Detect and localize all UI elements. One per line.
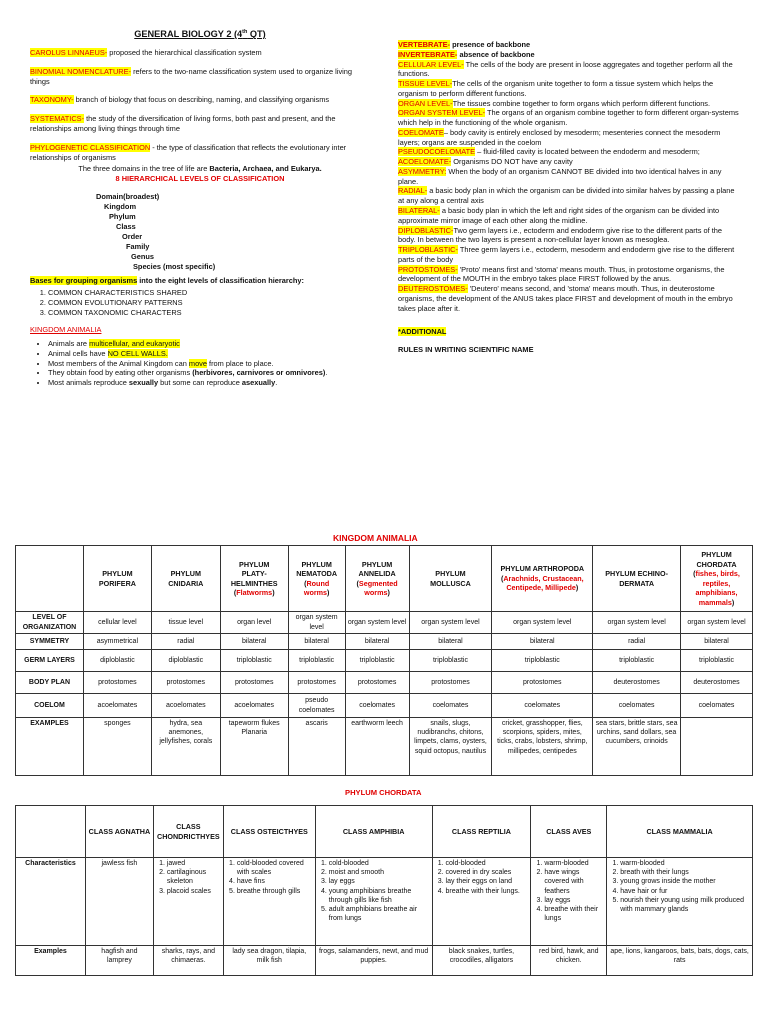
examples-row	[16, 946, 753, 976]
table-cell: 1. cold-blooded 2. covered in dry scales 3. lay their eggs on land 4. breathe with their lungs.	[432, 858, 531, 946]
rules-label: RULES IN WRITING SCIENTIFIC NAME	[398, 345, 534, 355]
table-cell: organ system level	[288, 612, 345, 634]
table-cell: 1. warm-blooded 2. have wings covered with feathers 3. lay eggs 4. breathe with their lungs	[531, 858, 607, 946]
header-porifera: PHYLUM PORIFERA	[83, 546, 151, 612]
row-label: BODY PLAN	[16, 672, 84, 694]
term-organ-system-level: ORGAN SYSTEM LEVEL- The organs of an organism combine together to form different organ-systems which help in the functioning of the whole organism.	[398, 108, 739, 128]
table-cell: protostomes	[345, 672, 409, 694]
table-cell: triploblastic	[492, 650, 593, 672]
table-cell: deuterostomes	[681, 672, 753, 694]
header-mammalia: CLASS MAMMALIA	[607, 806, 753, 858]
table-cell: triploblastic	[593, 650, 681, 672]
header-agnatha: CLASS AGNATHA	[85, 806, 153, 858]
characteristics-row	[16, 858, 753, 946]
table-cell: bilateral	[681, 634, 753, 650]
header-echinodermata: PHYLUM ECHINO- DERMATA	[593, 546, 681, 612]
table-row	[16, 718, 753, 776]
table-cell: protostomes	[151, 672, 220, 694]
table-cell: coelomates	[409, 694, 492, 718]
term-tissue-level: TISSUE LEVEL-The cells of the organism unite together to form a tissue system which helps the organism to perform different functions.	[398, 79, 714, 98]
table-cell: bilateral	[345, 634, 409, 650]
table-cell: asymmetrical	[83, 634, 151, 650]
row-label: Characteristics	[16, 858, 86, 946]
header-aves: CLASS AVES	[531, 806, 607, 858]
table-cell: organ system level	[593, 612, 681, 634]
term-bilateral: BILATERAL- a basic body plan in which the left and right sides of the organism can be divided into approximate mirror image of each other along the midline.	[398, 206, 720, 225]
term-taxonomy: TAXONOMY- branch of biology that focus on describing, naming, and classifying organisms	[30, 95, 330, 105]
table-cell: organ system level	[345, 612, 409, 634]
header-chordata: PHYLUM CHORDATA (fishes, birds, reptiles, amphibians, mammals)	[681, 546, 753, 612]
table-cell: protostomes	[83, 672, 151, 694]
table-cell: tissue level	[151, 612, 220, 634]
term-acoelomate: ACOELOMATE- Organisms DO NOT have any cavity	[398, 157, 573, 167]
row-label: Examples	[16, 946, 86, 976]
term-pseudocoelomate: PSEUDOCOELOMATE – fluid-filled cavity is located between the endoderm and mesoderm;	[398, 147, 700, 157]
header-reptilia: CLASS REPTILIA	[432, 806, 531, 858]
table-cell: bilateral	[492, 634, 593, 650]
table-cell: 1. cold-blooded 2. moist and smooth 3. lay eggs 4. young amphibians breathe through gills like fish 5. adult amphibians breathe air from lungs	[315, 858, 432, 946]
table-cell: organ level	[220, 612, 288, 634]
additional-label: *ADDITIONAL	[398, 327, 447, 337]
table-cell: radial	[151, 634, 220, 650]
table-cell: protostomes	[409, 672, 492, 694]
table-cell: triploblastic	[220, 650, 288, 672]
header-annelida: PHYLUM ANNELIDA (Segmented worms)	[345, 546, 409, 612]
table-cell: tapeworm flukes Planaria	[220, 718, 288, 776]
header-arthropoda: PHYLUM ARTHROPODA (Arachnids, Crustacean, Centipede, Millipede)	[492, 546, 593, 612]
page-title: GENERAL BIOLOGY 2 (4th QT)	[134, 28, 266, 39]
table-cell: bilateral	[220, 634, 288, 650]
table-cell: deuterostomes	[593, 672, 681, 694]
term-triploblastic: TRIPLOBLASTIC- Three germ layers i.e., ectoderm, mesoderm and endoderm give rise to the different parts of the body	[398, 245, 735, 264]
table-cell: triploblastic	[288, 650, 345, 672]
header-nematoda: PHYLUM NEMATODA (Round worms)	[288, 546, 345, 612]
chordata-table	[15, 805, 753, 976]
term-coelomate: COELOMATE– body cavity is entirely enclosed by mesoderm; mesenteries connect the mesoderm layers; organs are suspended in the coelom	[398, 127, 721, 147]
table-cell: triploblastic	[681, 650, 753, 672]
table-cell: coelomates	[681, 694, 753, 718]
table-cell: hydra, sea anemones, jellyfishes, corals	[151, 718, 220, 776]
table-cell: 1. jawed 2. cartilaginous skeleton 3. placoid scales	[153, 858, 223, 946]
animalia-table	[15, 545, 753, 776]
table-cell: coelomates	[345, 694, 409, 718]
term-deuterostomes: DEUTEROSTOMES- 'Deutero' means second, and 'stoma' means mouth. Thus, in deuterostome organisms, the development of the ANUS takes place FIRST and development of mouth in the embryo takes place after it.	[398, 284, 733, 313]
animalia-points: • Animals are multicellular, and eukaryotic • Animal cells have NO CELL WALLS. • Most members of the Animal Kingdom can move from place to place. • They obtain food by eating other organisms (herbivores, carnivores or omnivores). • Most animals reproduce sexually but some can reproduce asexually.	[30, 339, 370, 388]
table-cell: organ system level	[409, 612, 492, 634]
corner-cell	[16, 546, 84, 612]
table-row	[16, 694, 753, 718]
table-cell: acoelomates	[151, 694, 220, 718]
row-label: COELOM	[16, 694, 84, 718]
row-label: EXAMPLES	[16, 718, 84, 776]
table-cell: coelomates	[593, 694, 681, 718]
levels-list: Domain(broadest) Kingdom Phylum Class Order Family Genus Species (most specific)	[96, 191, 216, 272]
term-asymmetry: ASYMMETRY: When the body of an organism CANNOT BE divided into two identical halves in any plane.	[398, 166, 722, 186]
term-systematics: SYSTEMATICS- the study of the diversification of living forms, both past and present, and the relationships among living things through time	[30, 114, 336, 133]
table-cell: ascaris	[288, 718, 345, 776]
header-osteichthyes: CLASS OSTEICTHYES	[223, 806, 315, 858]
table-cell: ape, lions, kangaroos, bats, bats, dogs, cats, rats	[607, 946, 753, 976]
term-cellular-level: CELLULAR LEVEL- The cells of the body are present in loose aggregates and together perform all the functions.	[398, 59, 733, 79]
table-row	[16, 672, 753, 694]
header-platyhelminthes: PHYLUM PLATY- HELMINTHES (Flatworms)	[220, 546, 288, 612]
table-cell: lady sea dragon, tilapia, milk fish	[223, 946, 315, 976]
table-cell: protostomes	[220, 672, 288, 694]
right-column	[398, 40, 740, 355]
table-cell: red bird, hawk, and chicken.	[531, 946, 607, 976]
table-row	[16, 612, 753, 634]
table-cell: diploblastic	[83, 650, 151, 672]
animalia-table-title: KINGDOM ANIMALIA	[333, 533, 418, 543]
corner-cell	[16, 806, 86, 858]
term-invertebrate: INVERTEBRATE- absence of backbone	[398, 49, 535, 59]
left-column	[30, 28, 370, 396]
term-protostomes: PROTOSTOMES- 'Proto' means first and 'stoma' means mouth. Thus, in protostome organisms, the development of the MOUTH in the embryo takes place FIRST followed by the anus.	[398, 264, 725, 284]
table-cell: pseudo coelomates	[288, 694, 345, 718]
term-diploblastic: DIPLOBLASTIC-Two germ layers i.e., ectoderm and endoderm give rise to the different parts of the body. In between the two layers is present a non-cellular layer known as mesoglea.	[398, 225, 722, 245]
table-cell: diploblastic	[151, 650, 220, 672]
table-cell: frogs, salamanders, newt, and mud puppies.	[315, 946, 432, 976]
table-cell: coelomates	[492, 694, 593, 718]
row-label: SYMMETRY	[16, 634, 84, 650]
term-vertebrate: VERTEBRATE- presence of backbone	[398, 40, 531, 49]
table-cell: protostomes	[492, 672, 593, 694]
header-amphibia: CLASS AMPHIBIA	[315, 806, 432, 858]
term-carolus: CAROLUS LINNAEUS- proposed the hierarchical classification system	[30, 48, 262, 58]
table-cell: bilateral	[288, 634, 345, 650]
table-cell: organ system level	[681, 612, 753, 634]
row-label: LEVEL OF ORGANIZATION	[16, 612, 84, 634]
bases-heading: Bases for grouping organisms into the eight levels of classification hierarchy:	[30, 276, 304, 286]
table-cell: jawless fish	[85, 858, 153, 946]
table-cell: sponges	[83, 718, 151, 776]
term-radial: RADIAL- a basic body plan in which the organism can be divided into similar halves by passing a plane at any along a central axis	[398, 186, 735, 206]
animalia-header-row	[16, 546, 753, 612]
table-cell: triploblastic	[345, 650, 409, 672]
table-cell: organ system level	[492, 612, 593, 634]
kingdom-animalia-heading: KINGDOM ANIMALIA	[30, 325, 102, 335]
header-mollusca: PHYLUM MOLLUSCA	[409, 546, 492, 612]
term-organ-level: ORGAN LEVEL-The tissues combine together to form organs which perform different functions.	[398, 98, 711, 108]
table-row	[16, 634, 753, 650]
table-cell: sea stars, brittle stars, sea urchins, sand dollars, sea cucumbers, crinoids	[593, 718, 681, 776]
table-cell: cellular level	[83, 612, 151, 634]
table-cell: hagfish and lamprey	[85, 946, 153, 976]
table-cell	[681, 718, 753, 776]
domains-line: The three domains in the tree of life are Bacteria, Archaea, and Eukarya.	[78, 164, 322, 174]
term-phylogenetic: PHYLOGENETIC CLASSIFICATION - the type of classification that reflects the evolutionary inter relationships of organisms	[30, 142, 347, 162]
table-cell: black snakes, turtles, crocodiles, alligators	[432, 946, 531, 976]
row-label: GERM LAYERS	[16, 650, 84, 672]
table-cell: earthworm leech	[345, 718, 409, 776]
chordata-header-row	[16, 806, 753, 858]
table-cell: sharks, rays, and chimaeras.	[153, 946, 223, 976]
table-cell: protostomes	[288, 672, 345, 694]
table-cell: bilateral	[409, 634, 492, 650]
table-cell: 1. warm-blooded 2. breath with their lungs 3. young grows inside the mother 4. have hair or fur 5. nourish their young using milk produced with mammary glands	[607, 858, 753, 946]
levels-title: 8 HIERARCHICAL LEVELS OF CLASSIFICATION	[115, 174, 285, 184]
table-cell: cricket, grasshopper, flies, scorpions, spiders, mites, ticks, crabs, lobsters, shrimp, millipedes, centipedes	[492, 718, 593, 776]
table-cell: acoelomates	[83, 694, 151, 718]
table-row	[16, 650, 753, 672]
table-cell: triploblastic	[409, 650, 492, 672]
chordata-table-title: PHYLUM CHORDATA	[345, 788, 422, 797]
table-cell: snails, slugs, nudibranchs, chitons, limpets, clams, oysters, squid octopus, nautilus	[409, 718, 492, 776]
table-cell: 1. cold-blooded covered with scales 4. have fins 5. breathe through gills	[223, 858, 315, 946]
bases-list: 1. COMMON CHARACTERISTICS SHARED 2. COMMON EVOLUTIONARY PATTERNS 3. COMMON TAXONOMIC CHARACTERS	[30, 288, 370, 317]
header-cnidaria: PHYLUM CNIDARIA	[151, 546, 220, 612]
header-chondrichthyes: CLASS CHONDRICTHYES	[153, 806, 223, 858]
table-cell: radial	[593, 634, 681, 650]
term-binomial: BINOMIAL NOMENCLATURE- refers to the two-name classification system used to organize living things	[30, 66, 353, 86]
table-cell: acoelomates	[220, 694, 288, 718]
